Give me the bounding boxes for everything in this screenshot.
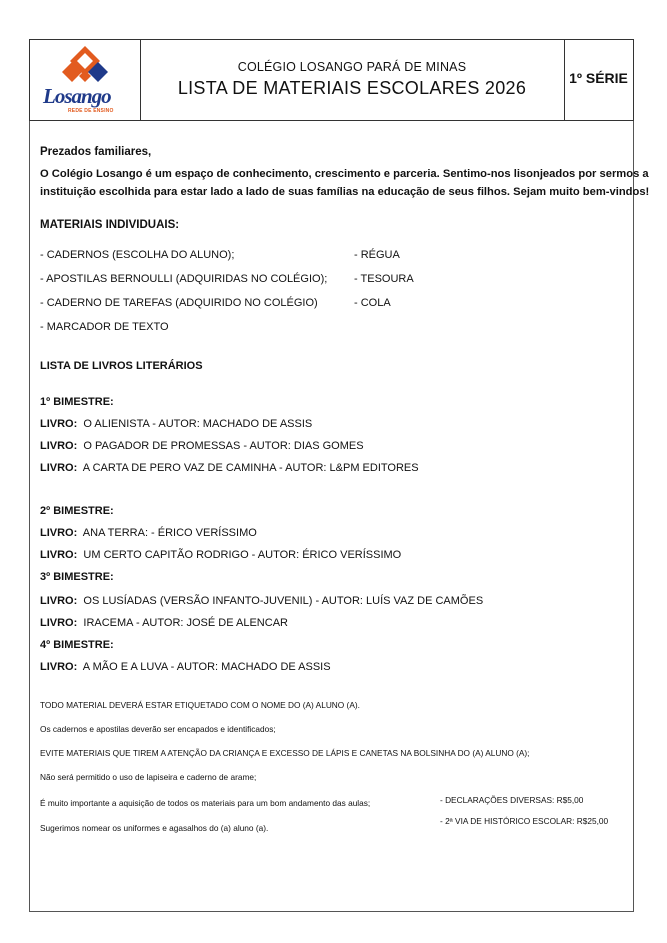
book-item <box>40 549 401 561</box>
book-label: LIVRO: <box>40 418 78 430</box>
greeting: Prezados familiares, <box>40 146 152 158</box>
school-name: COLÉGIO LOSANGO PARÁ DE MINAS <box>237 60 467 74</box>
logo-wordmark: Losango <box>43 84 111 108</box>
page-title: LISTA DE MATERIAIS ESCOLARES 2026 <box>177 78 527 98</box>
bimester-title: 1º BIMESTRE: <box>40 396 114 408</box>
book-label: LIVRO: <box>40 549 78 561</box>
logo-tagline: REDE DE ENSINO <box>68 108 114 114</box>
note: TODO MATERIAL DEVERÁ ESTAR ETIQUETADO COM O NOME DO (A) ALUNO (A). <box>40 700 360 710</box>
book-title: O PAGADOR DE PROMESSAS - AUTOR: DIAS GOMES <box>83 440 364 452</box>
grade-label: 1º SÉRIE <box>569 70 628 86</box>
material-item: - COLA <box>354 297 391 309</box>
book-title: A CARTA DE PERO VAZ DE CAMINHA - AUTOR: L&PM EDITORES <box>82 462 419 474</box>
logo-diamond-icon <box>60 44 110 86</box>
materials-heading: MATERIAIS INDIVIDUAIS: <box>40 219 180 231</box>
book-item <box>40 661 331 673</box>
note: EVITE MATERIAIS QUE TIREM A ATENÇÃO DA CRIANÇA E EXCESSO DE LÁPIS E CANETAS NA BOLSINHA DO (A) ALUNO (A); <box>40 748 530 758</box>
book-title: ANA TERRA: - ÉRICO VERÍSSIMO <box>82 527 257 539</box>
bimester-title: 3º BIMESTRE: <box>40 571 114 583</box>
book-label: LIVRO: <box>40 462 78 474</box>
book-title: O ALIENISTA - AUTOR: MACHADO DE ASSIS <box>83 418 313 430</box>
book-label: LIVRO: <box>40 527 78 539</box>
welcome-line-1: O Colégio Losango é um espaço de conhecimento, crescimento e parceria. Sentimo-nos lisonjeados por sermos a <box>40 168 649 180</box>
logo <box>30 40 141 120</box>
material-item: - TESOURA <box>354 273 414 285</box>
welcome-line-2: instituição escolhida para estar lado a lado de suas famílias na educação de seus filhos. Sejam muito bem-vindos! <box>40 186 650 198</box>
note: Não será permitido o uso de lapiseira e caderno de arame; <box>40 772 257 782</box>
material-item: - RÉGUA <box>354 249 400 261</box>
book-item <box>40 527 257 539</box>
fee-item: - DECLARAÇÕES DIVERSAS: R$5,00 <box>440 795 584 805</box>
note: Sugerimos nomear os uniformes e agasalhos do (a) aluno (a). <box>40 823 269 833</box>
material-item: - CADERNO DE TAREFAS (ADQUIRIDO NO COLÉGIO) <box>40 297 318 309</box>
book-title: UM CERTO CAPITÃO RODRIGO - AUTOR: ÉRICO VERÍSSIMO <box>83 549 402 561</box>
book-item <box>40 440 364 452</box>
book-label: LIVRO: <box>40 595 78 607</box>
book-title: IRACEMA - AUTOR: JOSÉ DE ALENCAR <box>83 617 288 629</box>
material-item: - MARCADOR DE TEXTO <box>40 321 169 333</box>
material-item: - CADERNOS (ESCOLHA DO ALUNO); <box>40 249 235 261</box>
books-heading: LISTA DE LIVROS LITERÁRIOS <box>40 360 203 372</box>
grade-cell <box>564 40 633 120</box>
title-cell <box>140 40 565 120</box>
book-label: LIVRO: <box>40 617 78 629</box>
book-title: A MÃO E A LUVA - AUTOR: MACHADO DE ASSIS <box>82 661 331 673</box>
bimester-title: 2º BIMESTRE: <box>40 505 114 517</box>
book-label: LIVRO: <box>40 440 78 452</box>
material-item: - APOSTILAS BERNOULLI (ADQUIRIDAS NO COLÉGIO); <box>40 273 328 285</box>
fee-item: - 2ª VIA DE HISTÓRICO ESCOLAR: R$25,00 <box>440 816 609 826</box>
book-title: OS LUSÍADAS (VERSÃO INFANTO-JUVENIL) - AUTOR: LUÍS VAZ DE CAMÕES <box>83 595 484 607</box>
header <box>29 39 634 121</box>
note: É muito importante a aquisição de todos os materiais para um bom andamento das aulas; <box>40 798 371 808</box>
bimester-title: 4º BIMESTRE: <box>40 639 114 651</box>
book-label: LIVRO: <box>40 661 78 673</box>
book-item <box>40 418 312 430</box>
book-item <box>40 595 483 607</box>
book-item <box>40 617 288 629</box>
note: Os cadernos e apostilas deverão ser encapados e identificados; <box>40 724 276 734</box>
book-item <box>40 462 419 474</box>
